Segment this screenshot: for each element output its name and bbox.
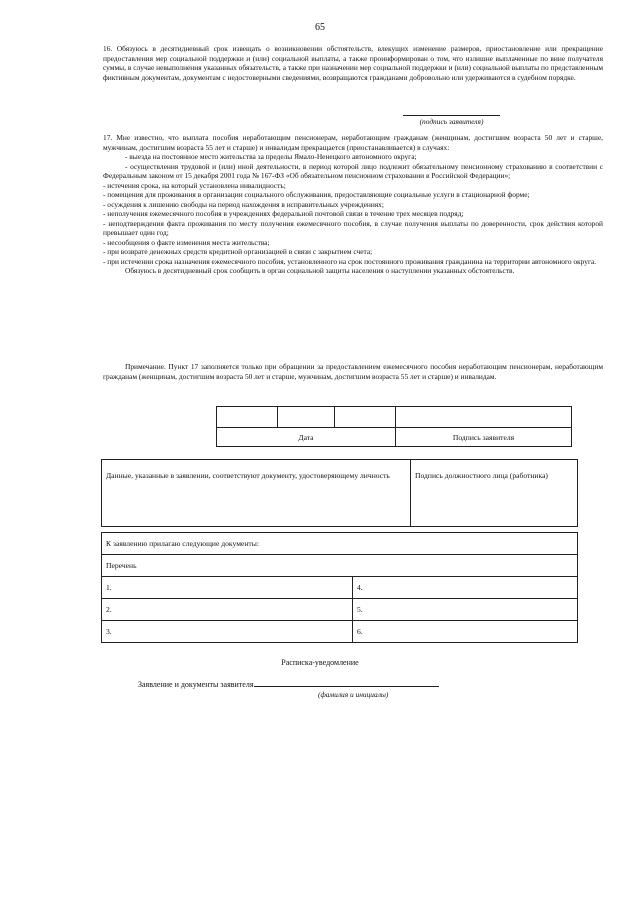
list-item: - осуждения к лишению свободы на период нахождения в исправительных учреждениях; [103,199,384,209]
receipt-line [138,678,439,689]
list-item: - несообщения о факте изменения места жительства; [103,237,270,247]
documents-table [101,532,578,643]
list-item: - осуществления трудовой и (или) иной деятельности, в период которой лицо подлежит обязательному пенсионному страхованию в соответствии с Федеральным законом от 15 декабря 2001 года № 167-ФЗ «Об обязательном пенсионном страховании в Российской Федерации»; [103,161,603,180]
signature-cell[interactable] [396,407,572,428]
date-label: Дата [217,428,396,447]
list-item: - неполучения ежемесячного пособия в учреждениях федеральной почтовой связи в течение трех месяцев подряд; [103,209,464,218]
data-verification-text: Данные, указанные в заявлении, соответствуют документу, удостоверяющему личность [102,460,411,527]
documents-list-label: Перечень [102,555,578,577]
receipt-line-label: Заявление и документы заявителя [138,680,254,689]
list-item: - истечения срока, на который установлена инвалидность; [103,180,286,190]
document-cell-5[interactable]: 5. [353,599,578,621]
data-verification-table [101,459,578,527]
note [103,362,603,382]
official-signature-cell[interactable]: Подпись должностного лица (работника) [411,460,578,527]
applicant-name-field[interactable] [254,678,439,687]
date-day-cell[interactable] [217,407,278,428]
list-item: - при возврате денежных средств кредитной организацией в связи с закрытием счета; [103,247,373,256]
date-signature-table [216,406,572,447]
list-item: - выезда на постоянное место жительства за пределы Ямало-Ненецкого автономного округа; [125,152,417,161]
signature-line-16: (подпись заявителя) [403,115,500,127]
receipt-title: Расписка-уведомление [281,658,359,667]
signature-label: Подпись заявителя [396,428,572,447]
para17-intro: 17. Мне известно, что выплата пособия неработающим пенсионерам, неработающим гражданам (женщинам, достигшим возраста 50 лет и старше, мужчинам, достигшим возраста 55 лет и старше) и инвалидам прекращается (приостанавливается) в случаях: [103,133,603,152]
date-month-cell[interactable] [278,407,335,428]
list-item: - неподтверждения факта проживания по месту получения ежемесячного пособия, в случае получения выплаты по доверенности, срок действия которой превышает один год; [103,218,603,237]
documents-header: К заявлению прилагаю следующие документы: [102,533,578,555]
list-item: - при истечении срока назначения ежемесячного пособия, установленного на срок постоянного проживания гражданина на территории автономного округа. [103,256,597,266]
document-cell-2[interactable]: 2. [102,599,353,621]
note-text: Примечание. Пункт 17 заполняется только при обращении за предоставлением ежемесячного пособия неработающим пенсионерам, неработающим гражданам (женщинам, достигшим возраста 50 лет и старше, мужчинам, достигшим возраста 55 лет и старше) и инвалидам. [103,362,603,381]
date-year-cell[interactable] [335,407,396,428]
list-item: - помещения для проживания в организации социального обслуживания, предоставляющие социальные услуги в стационарной форме; [103,190,530,199]
document-cell-3[interactable]: 3. [102,621,353,643]
para17-closing: Обязуюсь в десятидневный срок сообщить в орган социальной защиты населения о наступлении указанных обстоятельств. [125,266,515,275]
document-cell-6[interactable]: 6. [353,621,578,643]
paragraph-17 [103,133,603,276]
document-cell-1[interactable]: 1. [102,577,353,599]
page-number: 65 [315,22,325,33]
document-cell-4[interactable]: 4. [353,577,578,599]
receipt-hint: (фамилия и инициалы) [318,690,389,699]
paragraph-16: 16. Обязуюсь в десятидневный срок извещать о возникновении обстоятельств, влекущих изменение размеров, приостановление или прекращение предоставления мер социальной поддержки и (или) социальной выплаты, а также проинформирован о том, что излишне выплаченные по вине получателя суммы, в случае невыполнения указанных обязательств, а также при назначении мер социальной поддержки и (или) социальной выплаты по представленным фиктивным документам, документам с недостоверными сведениями, возвращаются гражданами добровольно или удерживаются в судебном порядке. [103,44,603,82]
